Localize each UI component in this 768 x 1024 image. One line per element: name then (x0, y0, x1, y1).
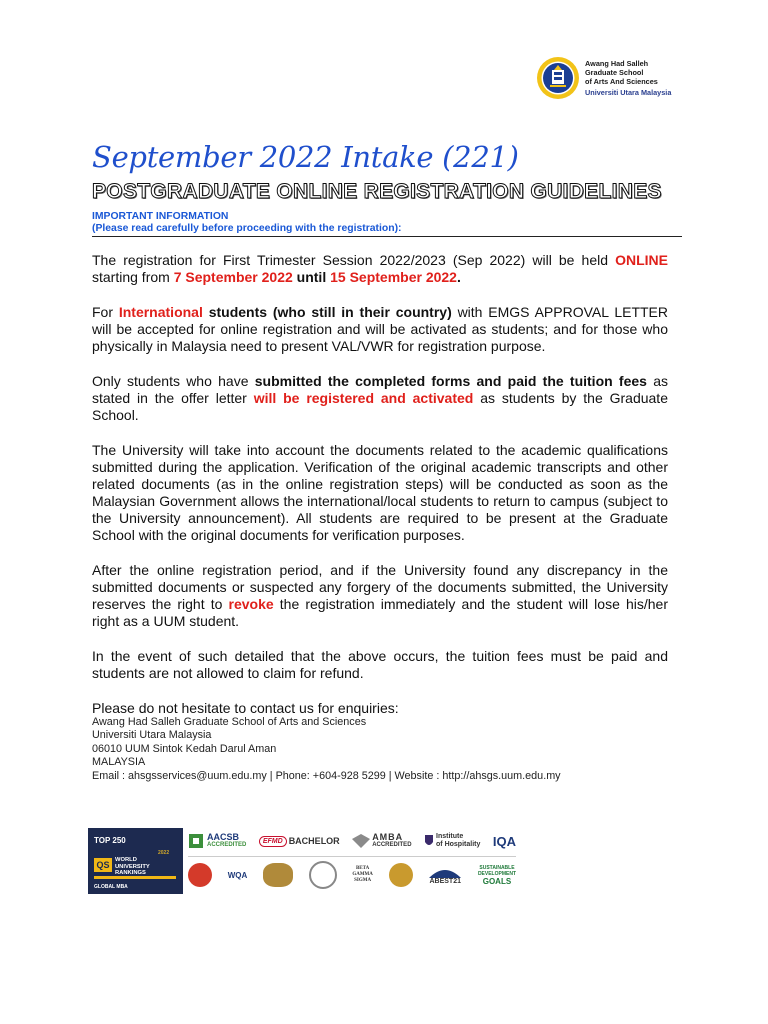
qs-top-label: TOP 250 (94, 836, 126, 845)
paragraph-contact: Please do not hesitate to contact us for enquiries: (92, 700, 399, 716)
address-line: Universiti Utara Malaysia (92, 729, 212, 742)
important-notice (92, 211, 402, 235)
iqa-badge: IQA (492, 833, 516, 849)
abest21-arc-icon (428, 866, 462, 878)
beta-gamma-sigma-badge (352, 866, 373, 884)
abest21-badge (428, 866, 462, 885)
ahsgs-logo (536, 54, 686, 102)
abest21-label: ABEST21 (429, 877, 461, 885)
accreditation-footer (88, 826, 516, 894)
crest-seal-icon (263, 863, 293, 887)
address-line: Awang Had Salleh Graduate School of Arts and Sciences (92, 716, 367, 728)
sdg-line: GOALS (482, 876, 512, 886)
start-date: 7 September 2022 (173, 269, 293, 285)
ioh-line2: of Hospitality (436, 841, 481, 848)
bachelor-label: BACHELOR (288, 836, 340, 846)
p3-text-3: as students by the Graduate School. (92, 390, 668, 423)
address-line: MALAYSIA (92, 756, 146, 769)
online-highlight: ONLINE (615, 252, 668, 268)
end-date: 15 September 2022 (330, 269, 457, 285)
qs-year: 2022 (158, 850, 170, 856)
qs-accent-bar (94, 876, 176, 879)
crest-icon (424, 834, 434, 848)
sdg-badge (478, 865, 516, 886)
guidelines-body (92, 252, 668, 735)
contact-details: Email : ahsgsservices@uum.edu.my | Phone: +604-928 5299 | Website : http://ahsgs.uum.edu.my (92, 769, 561, 782)
p5-text-2: the registration immediately and the student will lose his/her right as a UUM student. (92, 596, 668, 629)
qs-rankings-text (115, 857, 150, 877)
logo-school-line2: Graduate School (585, 68, 644, 77)
aacsb-sublabel: ACCREDITED (207, 842, 247, 848)
paragraph-discrepancy (92, 562, 668, 630)
revoke-highlight: revoke (228, 596, 274, 612)
important-subheading: (Please read carefully before proceeding with the registration): (92, 223, 402, 234)
international-highlight: International (118, 304, 203, 320)
qs-global-mba: GLOBAL MBA (94, 884, 128, 890)
p1-period: . (456, 269, 461, 285)
contact-address (92, 716, 561, 783)
aacsb-label: AACSB (207, 832, 240, 842)
until-word: until (292, 269, 331, 285)
amba-sublabel: ACCREDITED (372, 842, 412, 848)
aacsb-badge (188, 833, 246, 849)
qs-line: RANKINGS (115, 870, 146, 876)
important-heading: IMPORTANT INFORMATION (92, 211, 229, 222)
title-divider (92, 236, 682, 237)
p2-text: For (92, 304, 119, 320)
logo-university: Universiti Utara Malaysia (585, 88, 672, 97)
paragraph-eligibility (92, 373, 668, 424)
mba-seal-icon (309, 861, 337, 889)
institute-of-hospitality-badge (424, 833, 480, 849)
registered-highlight: will be registered and activated (253, 390, 474, 406)
p3-text-2: as stated in the offer letter (92, 373, 668, 406)
paragraph-verification: The University will take into account the documents related to the academic qualifications submitted during the application. Verification of the original academic transcripts and other related documents (as in the online registration steps) will be conducted as soon as the Malaysian Government allows the international/local students to return to campus (subject to the University announcement). All students are required to be present at the Graduate School with the original documents for verification purposes. (92, 442, 668, 543)
p1-text-2: starting from (92, 269, 174, 285)
uum-seal-icon (536, 56, 580, 100)
bgs-line: BETA (355, 866, 370, 871)
qs-logo-icon: QS (94, 858, 112, 872)
wqa-badge: WQA (227, 870, 248, 880)
logo-school-line3: of Arts And Sciences (585, 77, 658, 86)
sdg-line: DEVELOPMENT (477, 870, 516, 877)
logo-text (585, 59, 671, 97)
bgs-line: GAMMA (352, 872, 373, 877)
ioh-line1: Institute (436, 833, 464, 840)
page-title: POSTGRADUATE ONLINE REGISTRATION GUIDELINES (92, 180, 662, 203)
p3-bold: submitted the completed forms and paid the tuition fees (254, 373, 647, 389)
paragraph-international (92, 304, 668, 355)
p3-text: Only students who have (92, 373, 255, 389)
logo-school-line1: Awang Had Salleh (585, 59, 649, 68)
amba-diamond-icon (352, 834, 370, 848)
p1-text: The registration for First Trimester Session 2022/2023 (Sep 2022) will be held (92, 252, 616, 268)
qs-ranking-badge (88, 828, 183, 894)
efmd-bachelor-badge (259, 836, 340, 847)
qs-line: UNIVERSITY (115, 863, 150, 870)
aacsb-logo-icon (188, 833, 204, 849)
paragraph-refund: In the event of such detailed that the above occurs, the tuition fees must be paid and students are not allowed to claim for refund. (92, 648, 668, 681)
gold-seal-icon (389, 863, 413, 887)
amba-label: AMBA (372, 832, 404, 842)
amba-badge (352, 833, 411, 849)
qs-line: WORLD (115, 857, 137, 863)
efmd-logo-icon: EFMD (259, 836, 287, 847)
p2-bold: students (who still in their country) (202, 304, 452, 320)
bgs-line: SIGMA (354, 878, 372, 883)
intake-title: September 2022 Intake (221) (92, 140, 519, 174)
p2-text-2: with EMGS APPROVAL LETTER will be accepted for online registration and will be activated as students; and for those who physically in Malaysia need to present VAL/VWR for registration purpose. (92, 304, 668, 354)
accreditation-row-2 (188, 860, 516, 890)
paragraph-registration-dates (92, 252, 668, 286)
singapore-seal-icon (188, 863, 212, 887)
p5-text: After the online registration period, and if the University found any discrepancy in the submitted documents or suspected any forgery of the documents submitted, the University reserves the right to (92, 562, 668, 612)
accreditation-row-1 (188, 826, 516, 857)
address-line: 06010 UUM Sintok Kedah Darul Aman (92, 742, 277, 755)
sdg-line: SUSTAINABLE (479, 864, 515, 871)
